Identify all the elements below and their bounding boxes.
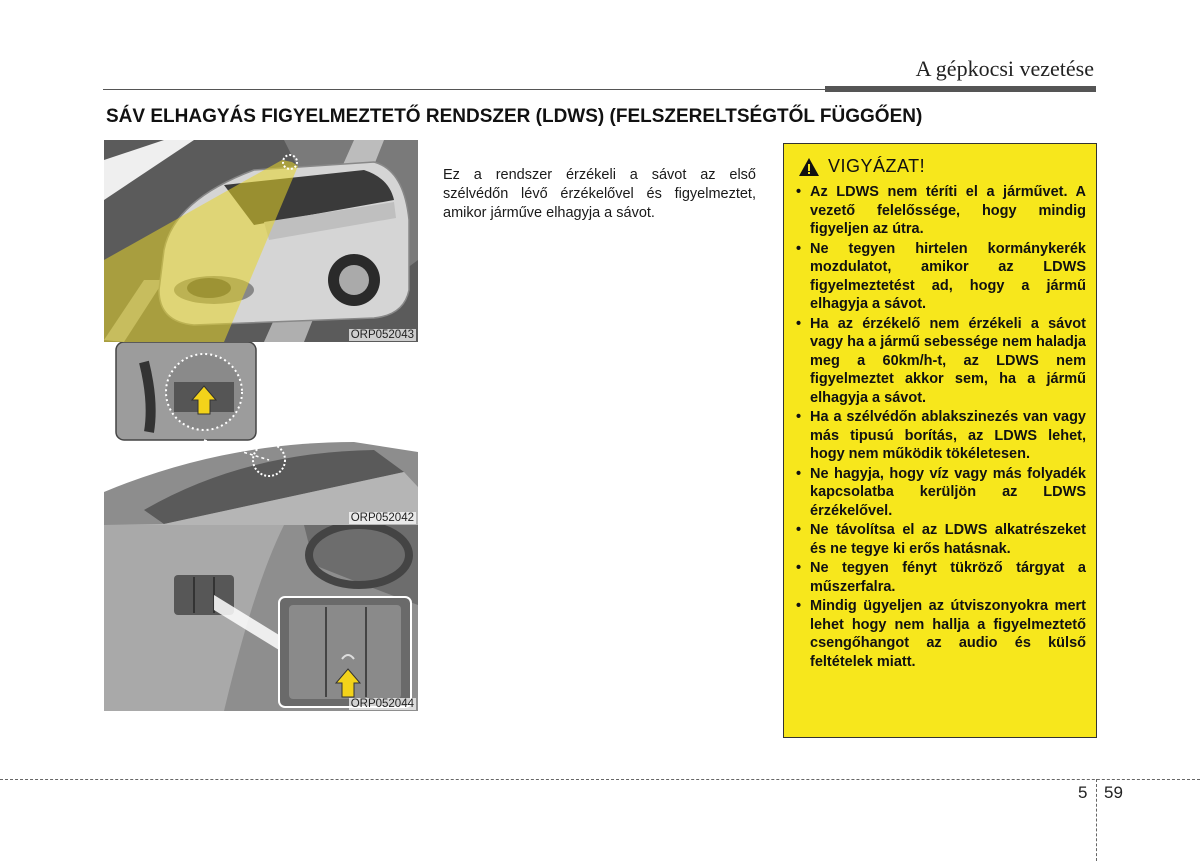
ldws-switch-illustration (104, 525, 418, 711)
windshield-sensor-illustration (104, 342, 418, 525)
figure-windshield-sensor (104, 342, 418, 525)
warning-item: • Ne tegyen fényt tükröző tárgyat a műszerfalra. (794, 559, 1086, 596)
header-rule-thick (825, 86, 1096, 92)
car-lane-sensor-illustration (104, 140, 418, 342)
warning-item: • Ne hagyja, hogy víz vagy más folyadék kapcsolatba kerüljön az LDWS érzékelővel. (794, 465, 1086, 521)
warning-triangle-icon (798, 157, 820, 177)
warning-item: • Ha a szélvédőn ablakszinezés van vagy más tipusú borítás, az LDWS lehet, hogy nem működik tökéletesen. (794, 408, 1086, 464)
figure-code: ORP052043 (350, 329, 414, 341)
footer-rule (0, 779, 1200, 780)
warning-item: • Az LDWS nem téríti el a járművet. A vezető felelőssége, hogy mindig figyeljen az útra. (794, 183, 1086, 239)
figure-car-lane-sensor (104, 140, 418, 342)
footer-divider (1096, 779, 1097, 861)
page-number: 59 (1104, 783, 1123, 802)
section-heading: SÁV ELHAGYÁS FIGYELMEZTETŐ RENDSZER (LDWS) (FELSZERELTSÉGTŐL FÜGGŐEN) (106, 106, 923, 127)
chapter-number: 5 (1078, 783, 1088, 802)
figure-code: ORP052044 (350, 698, 414, 710)
figure-code: ORP052042 (350, 512, 414, 524)
warning-item: • Ha az érzékelő nem érzékeli a sávot vagy ha a jármű sebessége nem haladja meg a 60km/h-t, az LDWS nem figyelmeztet akkor sem, ha a jármű elhagyja a sávot. (794, 315, 1086, 408)
warning-title: VIGYÁZAT! (828, 156, 926, 176)
warning-list (794, 183, 1086, 671)
intro-paragraph: Ez a rendszer érzékeli a sávot az első szélvédőn lévő érzékelővel és figyelmeztet, amikor járműve elhagyja a sávot. (443, 167, 756, 221)
warning-box (783, 143, 1097, 738)
warning-item: • Mindig ügyeljen az útviszonyokra mert lehet hogy nem hallja a figyelmeztető csengőhangot az audio és külső feltételek miatt. (794, 597, 1086, 671)
header-rule (103, 89, 825, 90)
warning-item: • Ne távolítsa el az LDWS alkatrészeket és ne tegye ki erős hatásnak. (794, 521, 1086, 558)
warning-item: • Ne tegyen hirtelen kormánykerék mozdulatot, amikor az LDWS figyelmeztetést ad, hogy a jármű elhagyja a sávot. (794, 240, 1086, 314)
chapter-title: A gépkocsi vezetése (915, 56, 1094, 81)
warning-header (798, 156, 1086, 177)
figure-ldws-switch (104, 525, 418, 711)
